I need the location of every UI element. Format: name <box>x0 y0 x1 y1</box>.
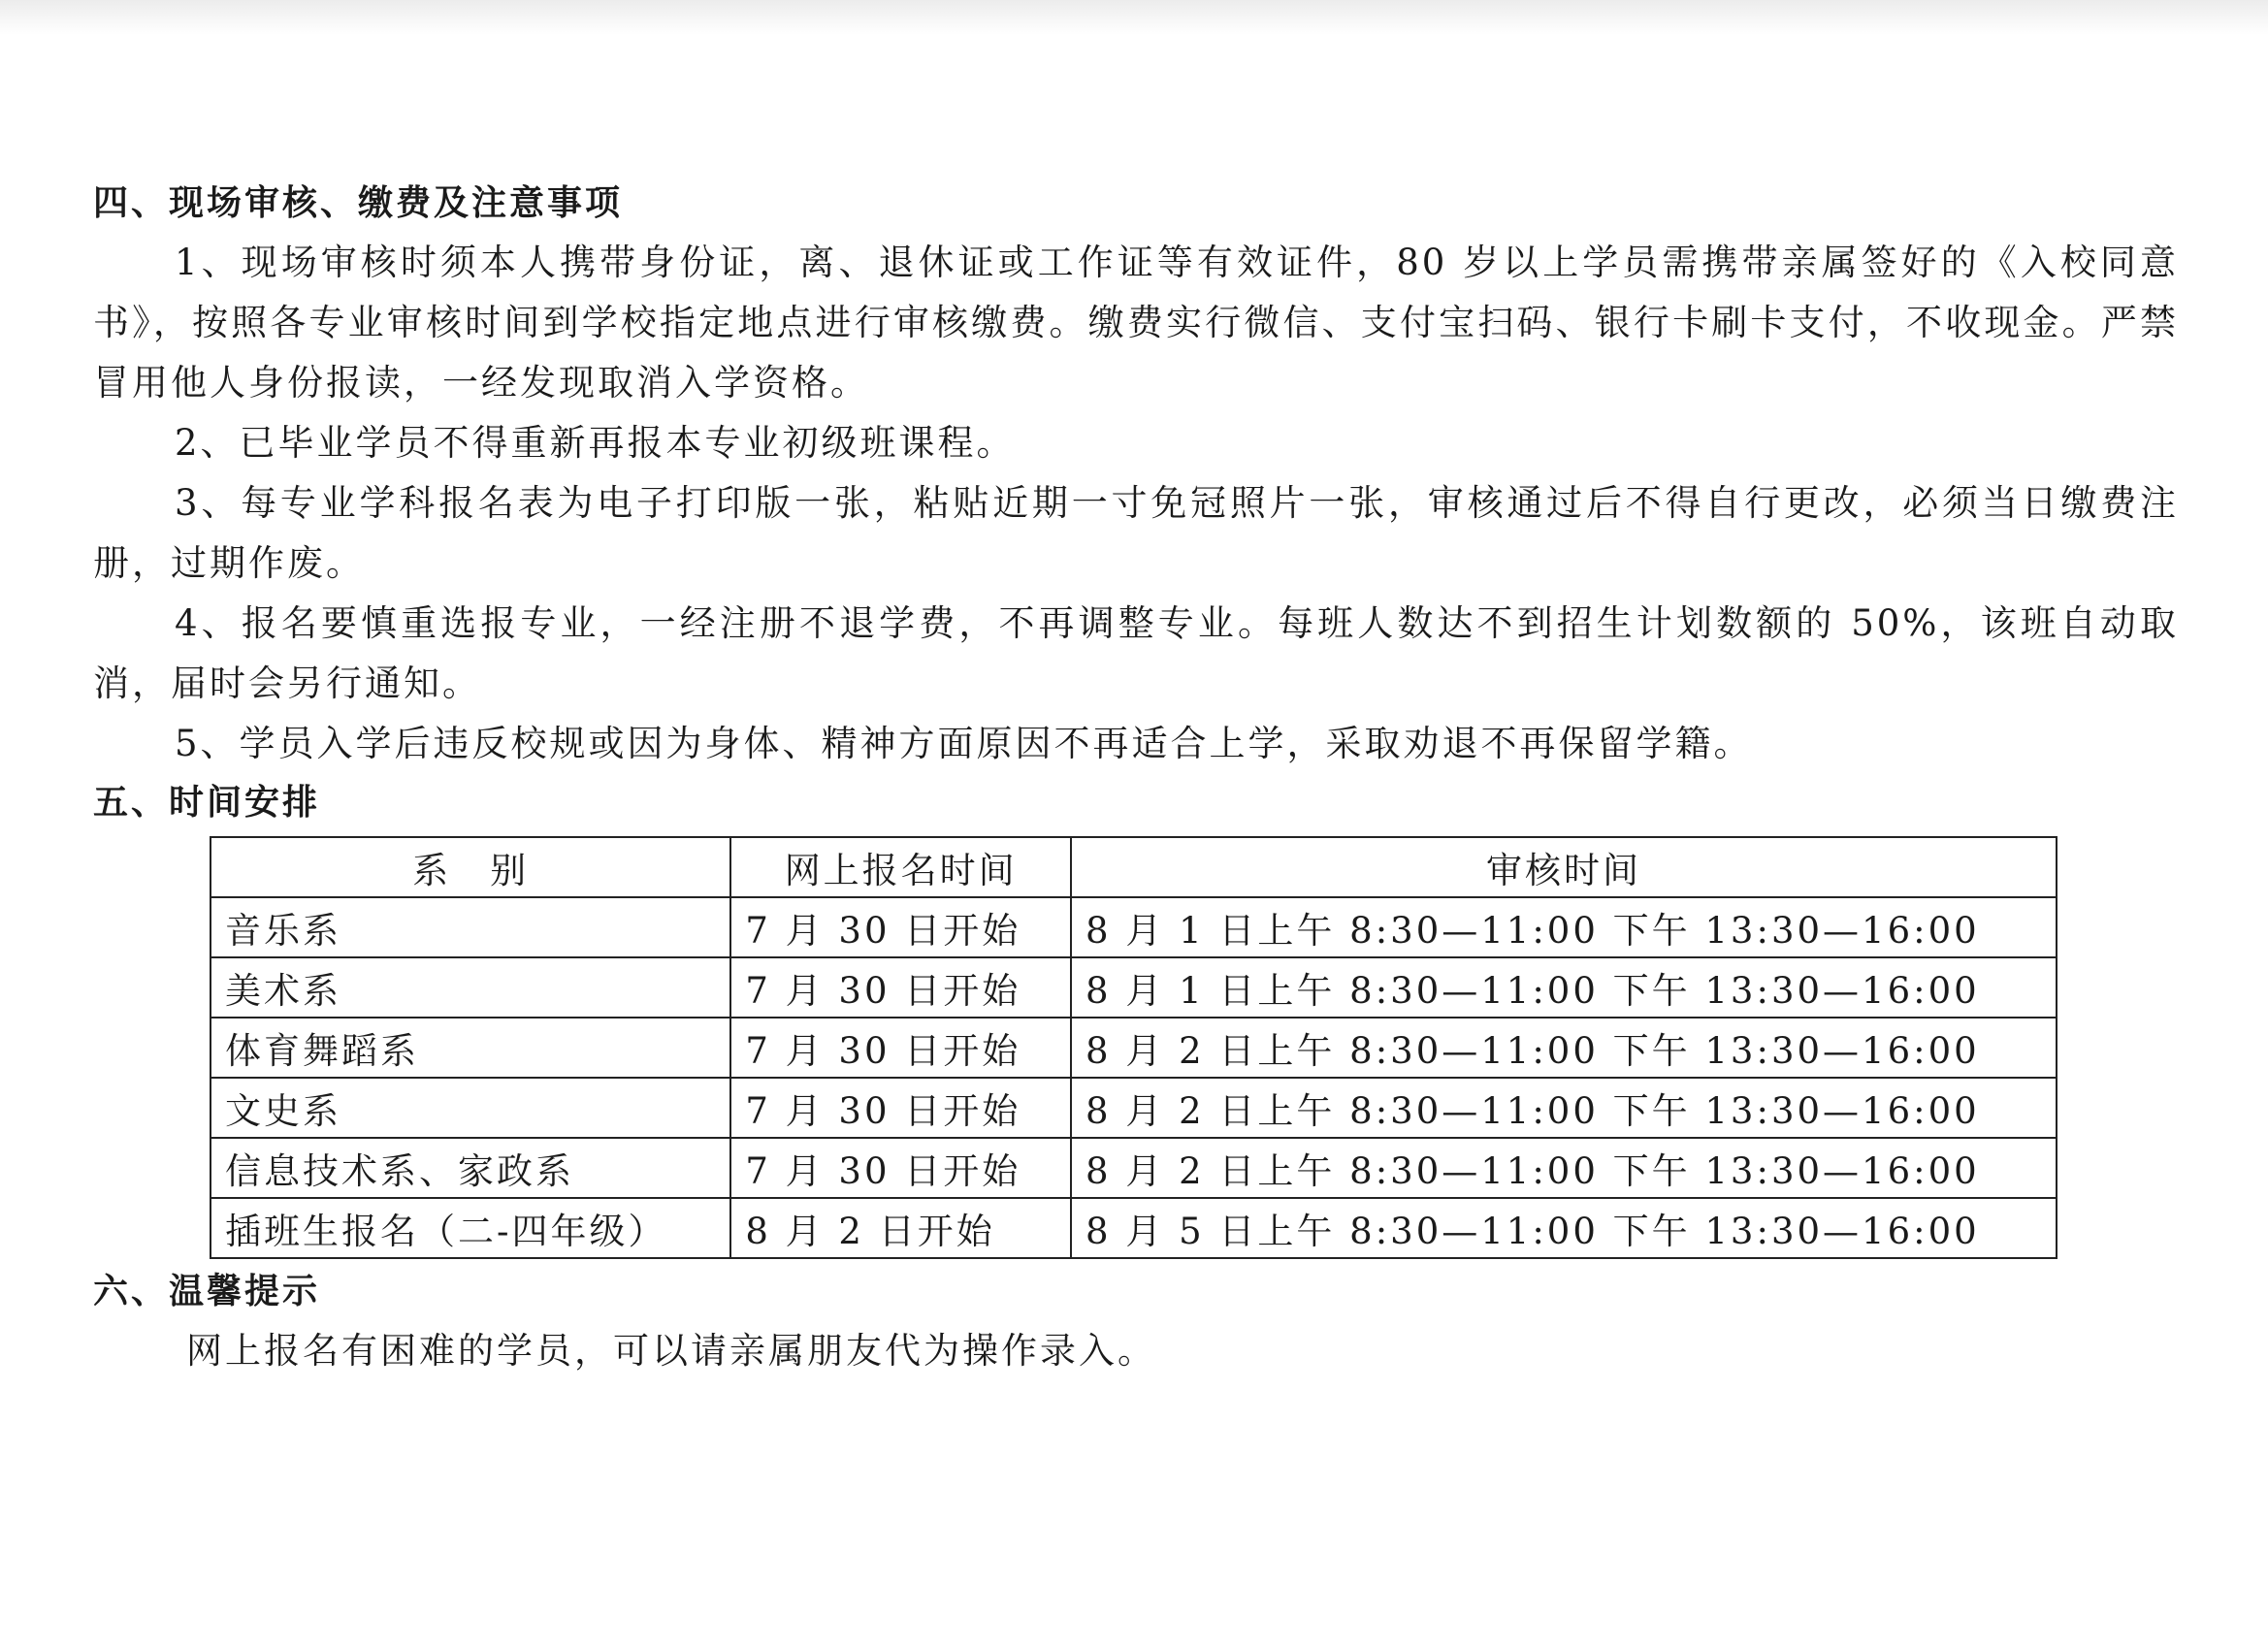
section-4-heading: 四、现场审核、缴费及注意事项 <box>93 183 624 223</box>
section-6-text: 网上报名有困难的学员，可以请亲属朋友代为操作录入。 <box>186 1330 1156 1372</box>
table-row <box>211 957 2057 1018</box>
table-row <box>211 1078 2057 1138</box>
section-4-item-4: 4、报名要慎重选报专业，一经注册不退学费，不再调整专业。每班人数达不到招生计划数额的 50%，该班自动取消，届时会另行通知。 <box>93 602 2179 704</box>
section-5-heading: 五、时间安排 <box>93 783 321 823</box>
cell-department: 体育舞蹈系 <box>211 1018 730 1078</box>
section-4-item-3: 3、每专业学科报名表为电子打印版一张，粘贴近期一寸免冠照片一张，审核通过后不得自行更改，必须当日缴费注册，过期作废。 <box>93 482 2179 584</box>
cell-department: 信息技术系、家政系 <box>211 1138 730 1198</box>
cell-online-registration: 7 月 30 日开始 <box>730 1138 1071 1198</box>
cell-review-time: 8 月 2 日上午 8:30—11:00 下午 13:30—16:00 <box>1071 1078 2057 1138</box>
schedule-table <box>210 836 2057 1259</box>
header-review-time: 审核时间 <box>1071 837 2057 897</box>
cell-department: 音乐系 <box>211 897 730 957</box>
table-row <box>211 1198 2057 1258</box>
table-row <box>211 897 2057 957</box>
cell-review-time: 8 月 2 日上午 8:30—11:00 下午 13:30—16:00 <box>1071 1138 2057 1198</box>
cell-department: 文史系 <box>211 1078 730 1138</box>
cell-department: 美术系 <box>211 957 730 1018</box>
section-4-item-2: 2、已毕业学员不得重新再报本专业初级班课程。 <box>175 422 1016 464</box>
header-department: 系 别 <box>211 837 730 897</box>
table-row <box>211 1138 2057 1198</box>
table-row <box>211 1018 2057 1078</box>
cell-review-time: 8 月 1 日上午 8:30—11:00 下午 13:30—16:00 <box>1071 957 2057 1018</box>
cell-online-registration: 7 月 30 日开始 <box>730 957 1071 1018</box>
table-header-row <box>211 837 2057 897</box>
cell-online-registration: 8 月 2 日开始 <box>730 1198 1071 1258</box>
section-4-item-1: 1、现场审核时须本人携带身份证，离、退休证或工作证等有效证件，80 岁以上学员需携带亲属签好的《入校同意书》，按照各专业审核时间到学校指定地点进行审核缴费。缴费实行微信、支付宝扫码、银行卡刷卡支付，不收现金。严禁冒用他人身份报读，一经发现取消入学资格。 <box>93 242 2179 404</box>
header-online-registration: 网上报名时间 <box>730 837 1071 897</box>
cell-online-registration: 7 月 30 日开始 <box>730 1018 1071 1078</box>
cell-review-time: 8 月 2 日上午 8:30—11:00 下午 13:30—16:00 <box>1071 1018 2057 1078</box>
document-page <box>93 175 2179 1381</box>
cell-online-registration: 7 月 30 日开始 <box>730 1078 1071 1138</box>
cell-review-time: 8 月 5 日上午 8:30—11:00 下午 13:30—16:00 <box>1071 1198 2057 1258</box>
cell-review-time: 8 月 1 日上午 8:30—11:00 下午 13:30—16:00 <box>1071 897 2057 957</box>
cell-department: 插班生报名（二-四年级） <box>211 1198 730 1258</box>
section-6-heading: 六、温馨提示 <box>93 1272 321 1311</box>
section-4-item-5: 5、学员入学后违反校规或因为身体、精神方面原因不再适合上学，采取劝退不再保留学籍。 <box>175 723 1753 764</box>
cell-online-registration: 7 月 30 日开始 <box>730 897 1071 957</box>
scan-edge <box>0 0 2268 35</box>
